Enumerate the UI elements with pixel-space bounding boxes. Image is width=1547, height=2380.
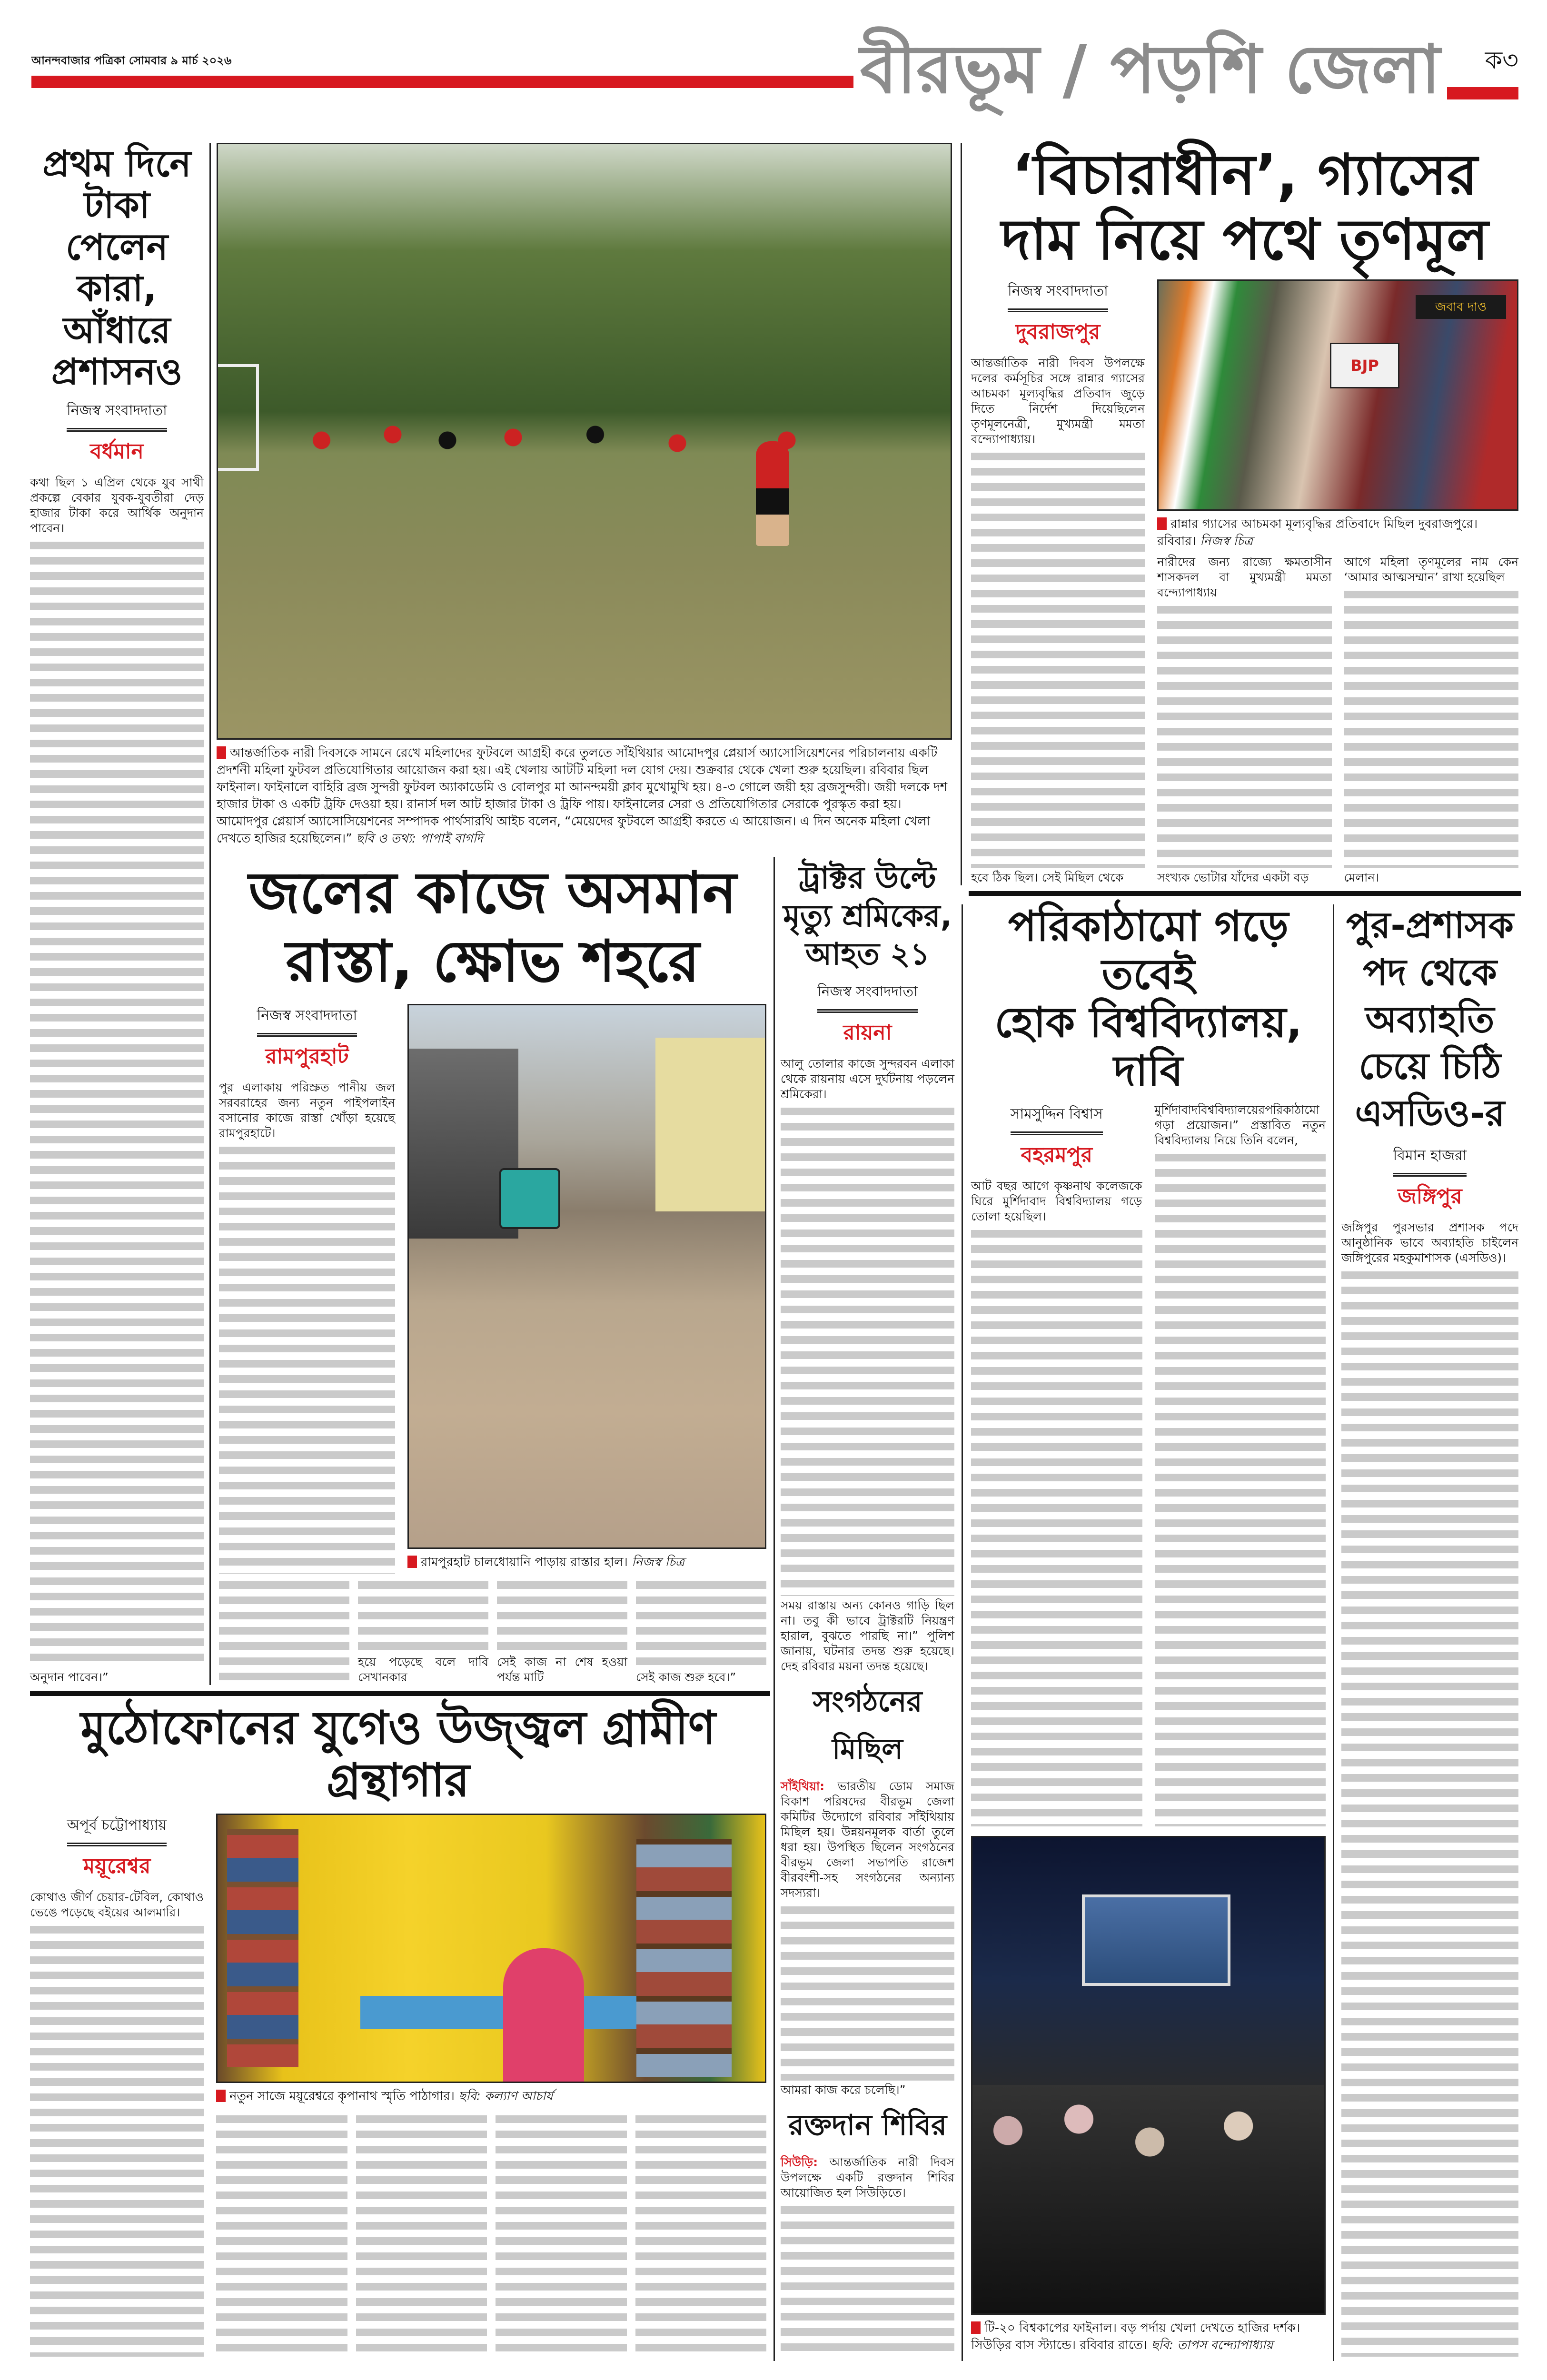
body-text: কথা ছিল ১ এপ্রিল থেকে যুব সাথী প্রকল্পে বেকার যুবক-যুবতীরা দেড় হাজার টাকা করে আর্থিক অনুদান পাবেন।: [30, 476, 204, 536]
body-column: [636, 1576, 766, 1685]
body-text: [781, 1779, 954, 1901]
caption-marker-icon: [217, 746, 226, 759]
body-text: আলু তোলার কাজে সুন্দরবন এলাকা থেকে রায়নায় এসে দুর্ঘটনায় পড়লেন শ্রমিকেরা।: [781, 1057, 954, 1101]
masthead: [31, 33, 1518, 107]
body-column: [30, 475, 204, 1685]
body-text-continued: [1341, 1268, 1518, 2357]
story-jangipur: [1341, 902, 1518, 2359]
headline-line: এসডিও-র: [1355, 1092, 1505, 1135]
headline-line: হোক বিশ্ববিদ্যালয়, দাবি: [994, 998, 1302, 1095]
body-text-continued: [219, 1143, 395, 1574]
red-rule-right: [1447, 87, 1518, 99]
protest-photo: [1157, 279, 1518, 511]
story-water-road: [219, 859, 766, 1685]
body-text: আগে মহিলা তৃণমূলের নাম কেন ‘আমার আত্মসম্মান’ রাখা হয়েছিল: [1344, 555, 1518, 585]
body-column: [358, 1576, 488, 1685]
headline-line: পদ থেকে: [1363, 951, 1497, 993]
headline-line: রাস্তা, ক্ষোভ শহরে: [286, 929, 700, 995]
body-text-continued: [635, 2112, 767, 2357]
story-tractor: [781, 859, 954, 1674]
body-text-continued: [781, 2202, 954, 2357]
photo-credit: নিজস্ব চিত্র: [632, 1555, 684, 1569]
body-text-continued: [358, 1577, 488, 1653]
body-text: আমরা কাজ করে চলেছি।”: [781, 2083, 906, 2097]
bookshelf: [227, 1829, 298, 2067]
library-photo: [216, 1814, 766, 2083]
paper-date: আনন্দবাজার পত্রিকা সোমবার ৯ মার্চ ২০২৬: [31, 54, 232, 67]
section-rule: [969, 891, 1521, 896]
headline: [781, 859, 954, 973]
body-column: [781, 1056, 954, 1674]
caption-text: নতুন সাজে ময়ূরেশ্বরে কৃপানাথ স্মৃতি পাঠাগার।: [229, 2089, 455, 2103]
headline-line: আহত ২১: [805, 937, 930, 972]
football-goalpost: [218, 364, 259, 471]
column-divider: [209, 143, 211, 1685]
body-text: সময় রাস্তায় অন্য কোনও গাড়ি ছিল না। তবু কী ভাবে ট্রাক্টরটি নিয়ন্ত্রণ হারাল, বুঝতে পারছি না।” পুলিশ জানায়, ঘটনার তদন্ত শুরু হয়েছে। দেহ রবিবার ময়না তদন্ত হয়েছে।: [781, 1598, 954, 1673]
body-text-continued: [219, 1577, 349, 1683]
body-text: মেলান।: [1344, 871, 1379, 884]
headline-line: জলের কাজে অসমান: [248, 860, 737, 926]
byline: বিমান হাজরা: [1393, 1144, 1467, 1177]
body-column: [1157, 555, 1332, 885]
column-divider: [774, 857, 775, 2361]
headline-line: প্রথম দিনে: [42, 142, 191, 185]
byline: নিজস্ব সংবাদদাতা: [67, 399, 167, 432]
dateline: জঙ্গিপুর: [1398, 1184, 1462, 1209]
photo-credit: ছবি ও তথ্য: পাপাই বাগদি: [356, 832, 483, 846]
caption-text: টি-২০ বিশ্বকাপের ফাইনাল। বড় পর্দায় খেলা দেখতে হাজির দর্শক। সিউড়ির বাস স্ট্যান্ডে। রবিবার রাতে।: [971, 2321, 1300, 2352]
body-text-continued: [1157, 602, 1332, 868]
caption-marker-icon: [407, 1556, 417, 1568]
body-text: কোথাও জীর্ণ চেয়ার-টেবিল, কোথাও ভেঙে পড়েছে বইয়ের আলমারি।: [30, 1890, 204, 1919]
body-column: [781, 2155, 954, 2359]
headline: [971, 143, 1518, 272]
football-caption: [217, 744, 952, 847]
t20-final-photo: [971, 1836, 1326, 2315]
body-column: [219, 1576, 349, 1685]
body-text-continued: [636, 1577, 766, 1668]
body-column: [971, 356, 1145, 885]
red-rule-left: [31, 76, 853, 88]
headline-line: দাম নিয়ে পথে তৃণমূল: [1001, 206, 1488, 272]
page-number: ক৩: [1485, 46, 1518, 75]
auto-rickshaw: [499, 1168, 560, 1229]
story-gas-price: [971, 143, 1518, 885]
road-caption: [407, 1554, 766, 1571]
dateline: ময়ূরেশ্বর: [83, 1854, 151, 1878]
column-divider: [1333, 904, 1334, 2361]
headline: [219, 859, 766, 996]
story-burdwan: [30, 143, 204, 1685]
headline: রক্তদান শিবির: [788, 2109, 947, 2142]
body-column: [1344, 555, 1519, 885]
football-photo: [217, 143, 952, 740]
bookshelf: [636, 1839, 732, 2077]
byline: নিজস্ব সংবাদদাতা: [257, 1004, 357, 1037]
protest-placard: BJP: [1330, 343, 1399, 388]
byline: অপূর্ব চট্টোপাধ্যায়: [67, 1814, 167, 1846]
headline: [30, 143, 204, 392]
headline-line: মৃত্যু শ্রমিকের,: [783, 899, 952, 934]
body-text: মুর্শিদাবাদবিশ্ববিদ্যালয়েরপরিকাঠামো গড়া প্রয়োজন।” প্রস্তাবিত নতুন বিশ্ববিদ্যালয় নিয়ে তিনি বলেন,: [1154, 1102, 1326, 1147]
caption-marker-icon: [971, 2321, 981, 2334]
column-divider: [961, 143, 962, 885]
middle-column: [781, 859, 954, 2359]
body-column: [30, 1890, 204, 2359]
headline-line: কারা, আঁধারে: [63, 267, 171, 351]
caption-text: রামপুরহাট চালধোয়ানি পাড়ায় রাস্তার হাল।: [421, 1555, 628, 1569]
caption-marker-icon: [1157, 517, 1167, 530]
dateline: বহরমপুর: [1021, 1142, 1092, 1167]
headline-line: পরিকাঠামো গড়ে তবেই: [1008, 902, 1289, 999]
section-title: বীরভূম / পড়শি জেলা: [860, 31, 1440, 109]
byline: নিজস্ব সংবাদদাতা: [1008, 279, 1108, 312]
building: [655, 1038, 765, 1211]
body-text-continued: [496, 2112, 627, 2357]
headline-line: অব্যাহতি: [1365, 998, 1495, 1041]
body-text-continued: [216, 2112, 347, 2357]
body-text: আন্তর্জাতিক নারী দিবস উপলক্ষে দলের কর্মসূচির সঙ্গে রান্নার গ্যাসের আচমকা মূল্যবৃদ্ধির প্রতিবাদ জুড়ে দিতে নির্দেশ দিয়েছিলেন তৃণমূলনেত্রী, মুখ্যমন্ত্রী মমতা বন্দ্যোপাধ্যায়।: [971, 356, 1145, 446]
protest-caption: [1157, 516, 1518, 550]
library-caption: [216, 2088, 766, 2105]
body-text: হবে ঠিক ছিল। সেই মিছিল থেকে: [971, 871, 1124, 884]
body-column: [1341, 1220, 1518, 2359]
dateline: রামপুরহাট: [265, 1044, 349, 1069]
protest-sign: জবাব দাও: [1416, 295, 1506, 319]
dateline: বর্ধমান: [90, 439, 144, 464]
body-text-continued: [30, 538, 204, 1668]
road-photo: [407, 1004, 766, 1549]
caption-text: রান্নার গ্যাসের আচমকা মূল্যবৃদ্ধির প্রতিবাদে মিছিল দুবরাজপুরে। রবিবার।: [1157, 517, 1478, 549]
section-rule: [30, 1691, 770, 1696]
body-column: [216, 2110, 347, 2359]
body-text: অনুদান পাবেন।”: [30, 1670, 109, 1684]
body-text-continued: [1155, 1150, 1326, 1826]
body-text-continued: [1344, 587, 1519, 868]
dateline: দুবরাজপুর: [1015, 320, 1101, 345]
body-text-continued: [971, 1226, 1142, 1826]
body-text-continued: [781, 1104, 954, 1596]
reader: [503, 1948, 584, 2082]
body-text: [781, 2155, 954, 2201]
body-text: সংখ্যক ভোটার যাঁদের একটা বড়: [1157, 871, 1309, 884]
headline-line: টাকা পেলেন: [66, 184, 168, 268]
story-blood-camp: [781, 2098, 954, 2359]
body-column: [971, 1179, 1142, 1828]
body-text: আট বছর আগে কৃষ্ণনাথ কলেজকে ঘিরে মুর্শিদাবাদ বিশ্ববিদ্যালয় গড়ে তোলা হয়েছিল।: [971, 1179, 1142, 1223]
headline: [971, 902, 1326, 1095]
t20-caption: [971, 2320, 1326, 2354]
body-column: [635, 2110, 767, 2359]
photo-credit: ছবি: কল্যাণ আচার্য: [458, 2089, 553, 2103]
body-text: পুর এলাকায় পরিস্রুত পানীয় জল সরবরাহের জন্য নতুন পাইপলাইন বসানোর কাজে রাস্তা খোঁড়া হয়েছে রামপুরহাটে।: [219, 1081, 395, 1140]
story-rally: [781, 1674, 954, 2098]
place-label: সিউড়ি:: [781, 2155, 818, 2170]
body-column: [496, 2110, 627, 2359]
headline-line: ট্রাক্টর উল্টে: [799, 861, 936, 896]
photo-credit: নিজস্ব চিত্র: [1200, 534, 1253, 549]
body-text: সেই কাজ না শেষ হওয়া পর্যন্ত মাটি: [497, 1655, 627, 1684]
caption-marker-icon: [216, 2090, 226, 2102]
headline: [1341, 902, 1518, 1137]
body-text-continued: [781, 1903, 954, 2081]
crowd: [972, 2085, 1326, 2313]
photo-credit: ছবি: তাপস বন্দ্যোপাধ্যায়: [1151, 2338, 1273, 2352]
dateline: রায়না: [843, 1021, 892, 1045]
body-text: নারীদের জন্য রাজ্যে ক্ষমতাসীন শাসকদল বা মুখ্যমন্ত্রী মমতা বন্দ্যোপাধ্যায়: [1157, 555, 1332, 600]
byline: নিজস্ব সংবাদদাতা: [817, 980, 918, 1013]
player-foreground: [756, 441, 789, 546]
body-text: জঙ্গিপুর পুরসভার প্রশাসক পদে আনুষ্ঠানিক ভাবে অব্যাহতি চাইলেন জঙ্গিপুরের মহকুমাশাসক (এসডিও)।: [1341, 1220, 1518, 1265]
body-column: [356, 2110, 487, 2359]
football-feature: [217, 143, 952, 852]
column-divider: [962, 904, 963, 2361]
caption-text: আন্তর্জাতিক নারী দিবসকে সামনে রেখে মহিলাদের ফুটবলে আগ্রহী করে তুলতে সাঁইথিয়ার আমোদপুর প্লেয়ার্স অ্যাসোসিয়েশনের পরিচালনায় একটি প্রদর্শনী মহিলা ফুটবল প্রতিযোগিতার আয়োজন করা হয়। এই খেলায় আটটি মহিলা দল যোগ দেয়। শুক্রবার থেকে খেলা শুরু হয়েছিল। রবিবার ছিল ফাইনাল। ফাইনালে বাহিরি ব্রজ সুন্দরী ফুটবল অ্যাকাডেমি ও বোলপুর মা আনন্দময়ী ক্লাব মুখোমুখি হয়। ৪-৩ গোলে জয়ী হয় ব্রজসুন্দরী। জয়ী দলকে দশ হাজার টাকা ও একটি ট্রফি দেওয়া হয়। রানার্স দল আট হাজার টাকা ও ট্রফি পায়। ফাইনালের সেরা ও প্রতিযোগিতার সেরাকে পুরস্কৃত করা হয়। আমোদপুর প্লেয়ার্স অ্যাসোসিয়েশনের সম্পাদক পার্থসারথি আইচ বলেন, “মেয়েদের ফুটবলে আগ্রহী করতে এ আয়োজন। এ দিন অনেক মহিলা খেলা দেখতে হাজির হয়েছিলেন।”: [217, 746, 948, 846]
body-text-continued: [356, 2112, 487, 2357]
headline-line: চেয়ে চিঠি: [1359, 1045, 1501, 1088]
headline: মুঠোফোনের যুগেও উজ্জ্বল গ্রামীণ গ্রন্থাগার: [80, 1701, 716, 1807]
body-column: [1155, 1102, 1326, 1828]
headline-line: প্রশাসনও: [51, 350, 183, 393]
place-label: সাঁইথিয়া:: [781, 1779, 825, 1793]
big-screen: [1082, 1894, 1230, 1986]
body-text-inline: ভারতীয় ডোম সমাজ বিকাশ পরিষদের বীরভূম জেলা কমিটির উদ্যোগে রবিবার সাঁইথিয়ায় মিছিল হয়। উন্নয়নমূলক বার্তা তুলে ধরা হয়। উপস্থিত ছিলেন সংগঠনের বীরভূম জেলা সভাপতি রাজেশ বীরবংশী-সহ সংগঠনের অন্যান্য সদস্যরা।: [781, 1779, 954, 1900]
story-university: [971, 902, 1326, 2359]
headline-line: ‘বিচারাধীন’, গ্যাসের: [1012, 142, 1478, 208]
body-text: হয়ে পড়েছে বলে দাবি সেখানকার: [358, 1655, 488, 1684]
body-text-inline: আন্তর্জাতিক নারী দিবস উপলক্ষে একটি রক্তদান শিবির আয়োজিত হল সিউড়িতে।: [781, 2155, 955, 2200]
body-column: [219, 1080, 395, 1576]
headline: সংগঠনের মিছিল: [813, 1685, 922, 1766]
body-column: [497, 1576, 627, 1685]
body-column: [781, 1779, 954, 2098]
body-text: সেই কাজ শুরু হবে।”: [636, 1670, 736, 1684]
body-text-continued: [497, 1577, 627, 1653]
body-text-continued: [971, 449, 1145, 868]
byline: সামসুদ্দিন বিশ্বাস: [1011, 1102, 1103, 1135]
story-library: [30, 1702, 766, 2359]
headline-line: পুর-প্রশাসক: [1346, 904, 1514, 946]
body-text-continued: [30, 1922, 204, 2357]
